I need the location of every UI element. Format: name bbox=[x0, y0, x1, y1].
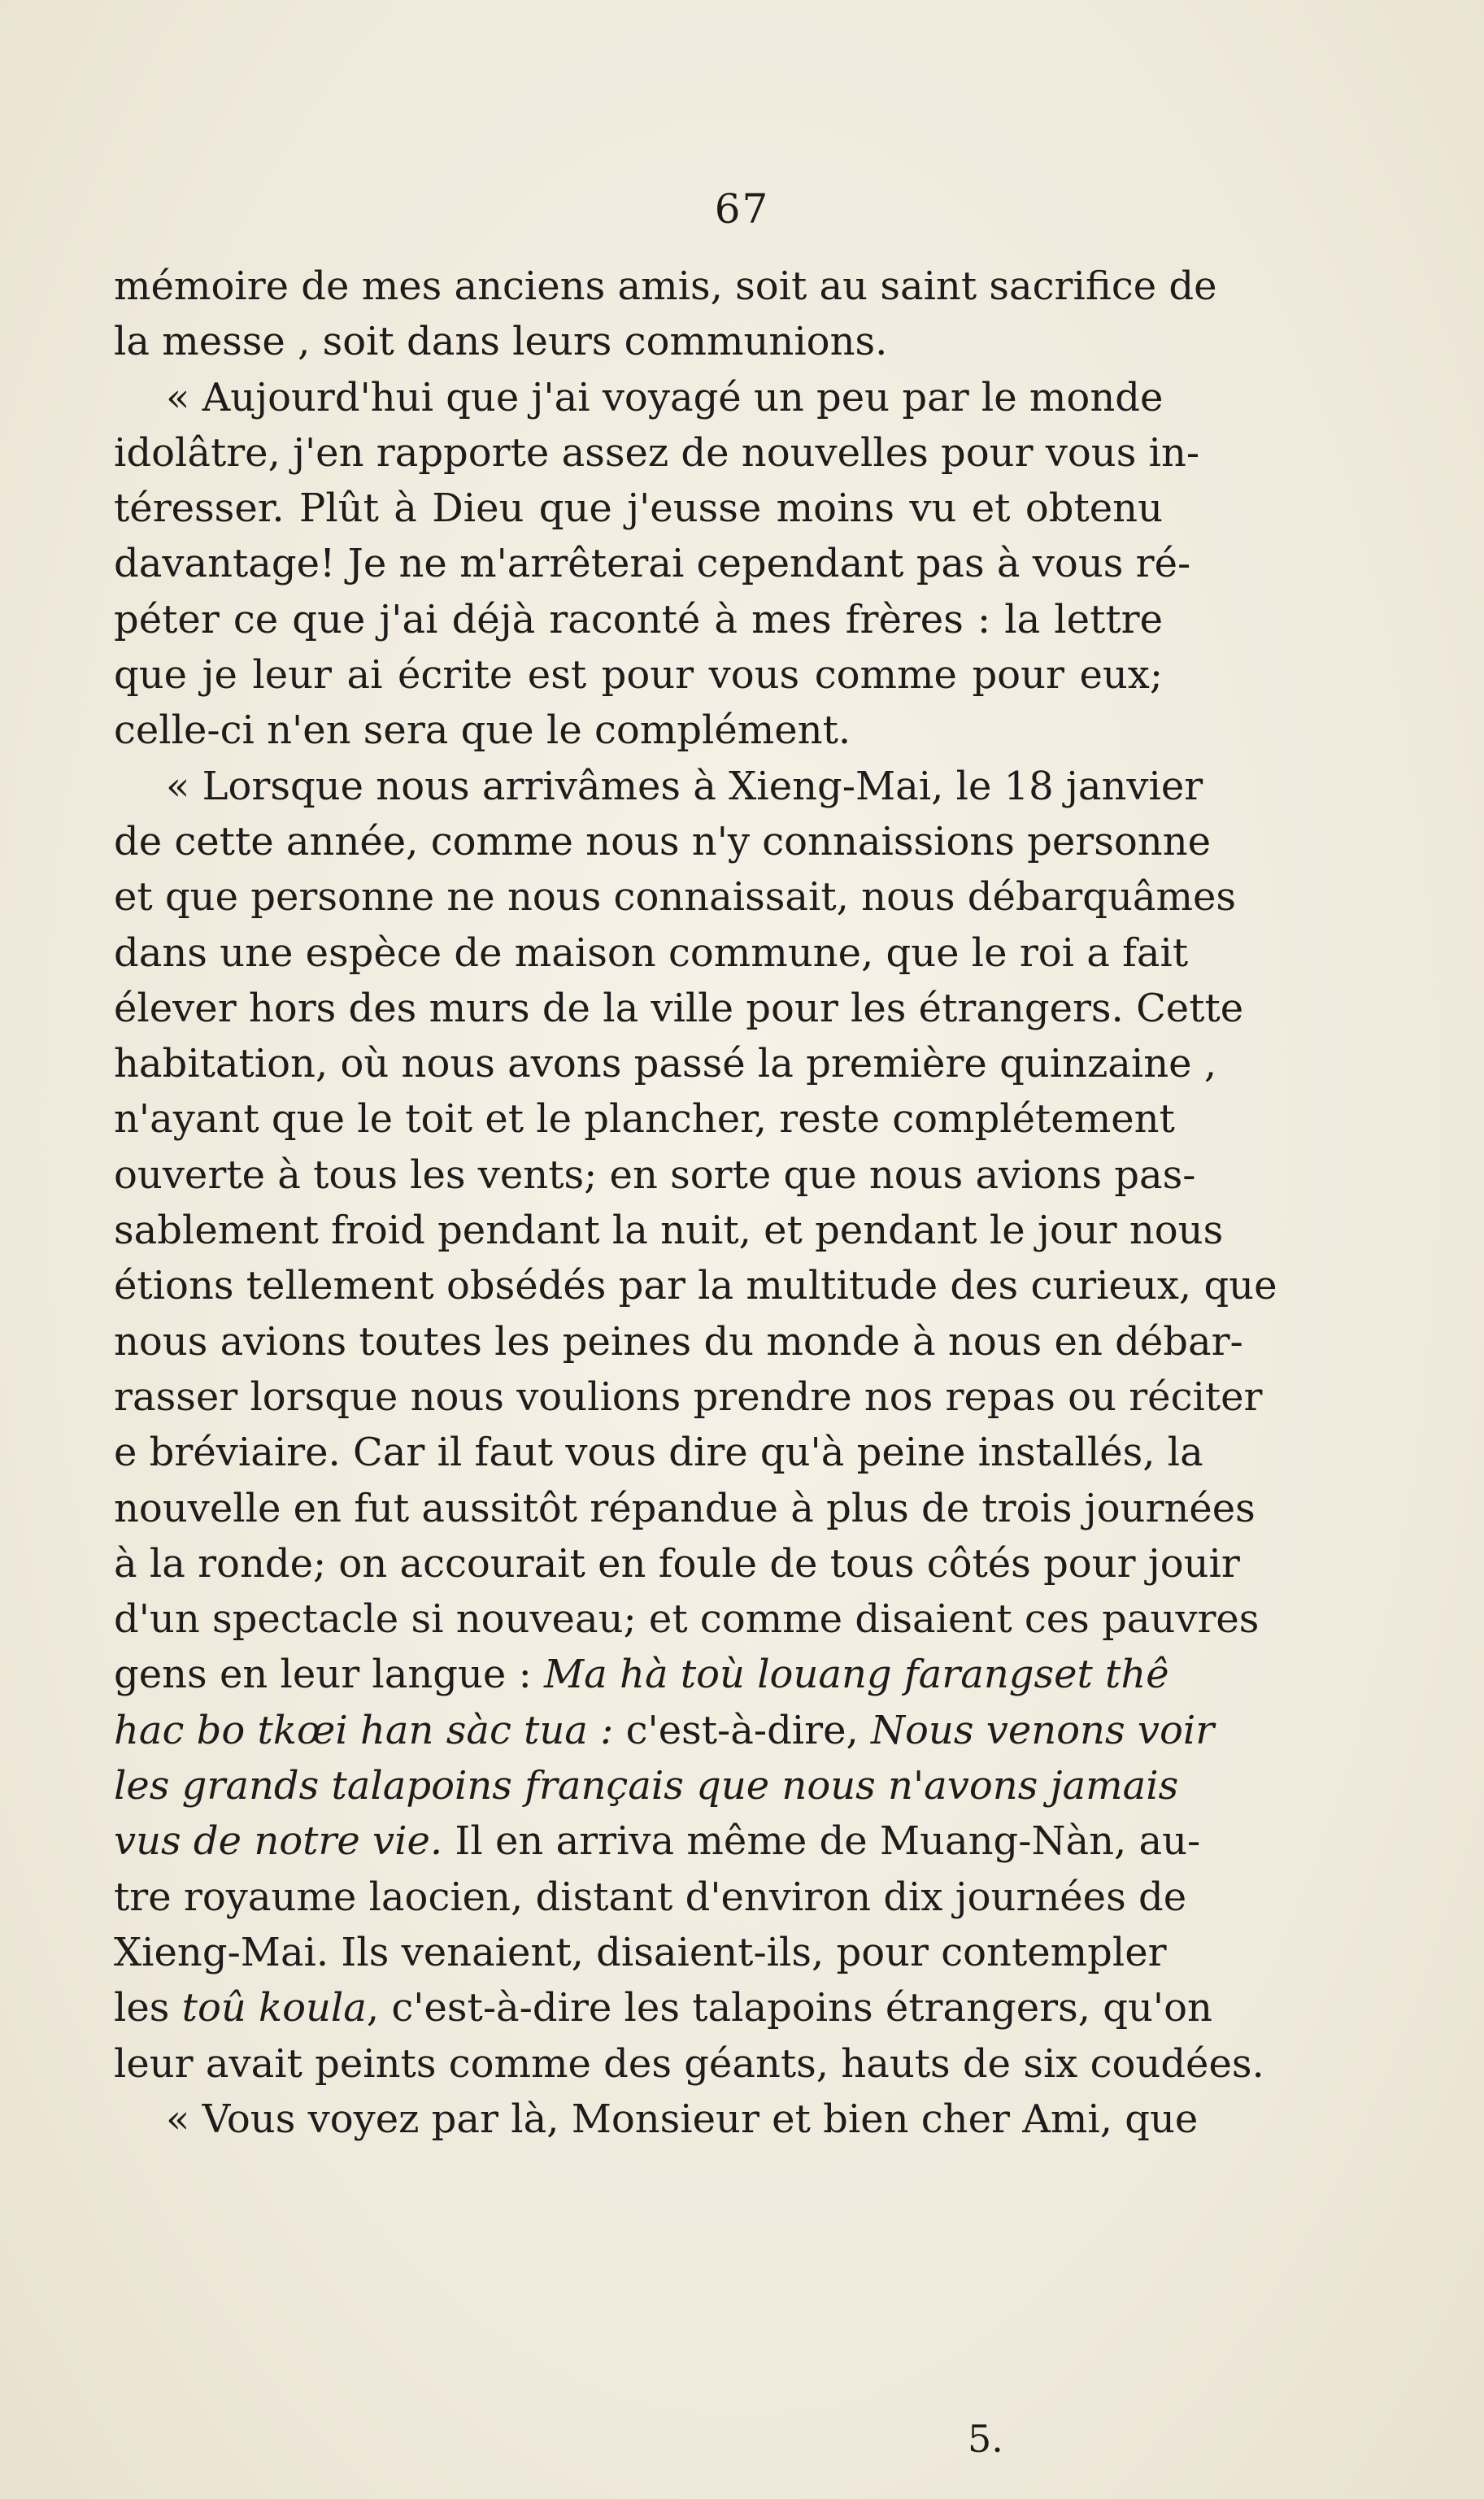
italic-segment: hac bo tkœi han sàc tua : bbox=[114, 1707, 626, 1753]
text-line: tre royaume laocien, distant d'environ dix journées de bbox=[114, 1874, 1187, 1920]
text-line bbox=[114, 1703, 1215, 1758]
text-segment: gens en leur langue : bbox=[114, 1652, 545, 1698]
text-line: de cette année, comme nous n'y connaissions personne bbox=[114, 818, 1212, 864]
text-line bbox=[114, 1980, 1212, 2035]
text-segment: c'est-à-dire, bbox=[625, 1707, 872, 1753]
text-line: et que personne ne nous connaissait, nous débarquâmes bbox=[114, 874, 1237, 921]
text-line: dans une espèce de maison commune, que le roi a fait bbox=[114, 930, 1189, 976]
text-line: rasser lorsque nous voulions prendre nos repas ou réciter bbox=[114, 1374, 1263, 1420]
text-line: d'un spectacle si nouveau; et comme disaient ces pauvres bbox=[114, 1596, 1260, 1643]
italic-segment: les grands talapoins français que nous n'avons jamais bbox=[114, 1763, 1179, 1809]
text-line: sablement froid pendant la nuit, et pendant le jour nous bbox=[114, 1208, 1224, 1254]
italic-segment: vus de notre vie. bbox=[114, 1818, 443, 1865]
text-segment: les bbox=[114, 1985, 182, 2031]
text-line bbox=[114, 1647, 1169, 1702]
text-line: nouvelle en fut aussitôt répandue à plus de trois journées bbox=[114, 1485, 1256, 1531]
text-segment: Il en arriva même de Muang-Nàn, au- bbox=[442, 1818, 1201, 1865]
page-number: 67 bbox=[714, 185, 770, 233]
text-line bbox=[114, 1758, 1179, 1813]
text-line: Xieng-Mai. Ils venaient, disaient-ils, pour contempler bbox=[114, 1929, 1167, 1975]
text-line: que je leur ai écrite est pour vous comme pour eux; bbox=[114, 652, 1163, 699]
text-line bbox=[114, 1813, 1201, 1869]
page-body bbox=[114, 259, 1277, 2147]
signature-mark: 5. bbox=[968, 2417, 1003, 2461]
text-line: « Aujourd'hui que j'ai voyagé un peu par le monde bbox=[166, 374, 1164, 420]
text-line: e bréviaire. Car il faut vous dire qu'à peine installés, la bbox=[114, 1430, 1203, 1476]
text-line: habitation, où nous avons passé la première quinzaine , bbox=[114, 1041, 1217, 1087]
text-segment: , c'est-à-dire les talapoins étrangers, qu'on bbox=[366, 1985, 1212, 2031]
italic-segment: Ma hà toù louang farangset thê bbox=[544, 1652, 1169, 1698]
text-line: la messe , soit dans leurs communions. bbox=[114, 319, 888, 365]
text-line: élever hors des murs de la ville pour les étrangers. Cette bbox=[114, 985, 1244, 1031]
text-line: n'ayant que le toit et le plancher, reste complétement bbox=[114, 1096, 1175, 1143]
text-line: à la ronde; on accourait en foule de tous côtés pour jouir bbox=[114, 1540, 1240, 1587]
text-line: téresser. Plût à Dieu que j'eusse moins vu et obtenu bbox=[114, 485, 1163, 532]
text-line: mémoire de mes anciens amis, soit au saint sacrifice de bbox=[114, 263, 1217, 309]
text-line: celle-ci n'en sera que le complément. bbox=[114, 707, 851, 754]
text-line: nous avions toutes les peines du monde à nous en débar- bbox=[114, 1318, 1243, 1365]
italic-segment: toû koula bbox=[181, 1985, 367, 2031]
text-line: étions tellement obsédés par la multitude des curieux, que bbox=[114, 1263, 1277, 1309]
text-line: ouverte à tous les vents; en sorte que nous avions pas- bbox=[114, 1152, 1196, 1198]
text-line: « Vous voyez par là, Monsieur et bien cher Ami, que bbox=[166, 2096, 1199, 2142]
text-line: leur avait peints comme des géants, hauts de six coudées. bbox=[114, 2040, 1264, 2087]
italic-segment: Nous venons voir bbox=[871, 1707, 1215, 1753]
text-line: idolâtre, j'en rapporte assez de nouvelles pour vous in- bbox=[114, 429, 1200, 476]
text-line: péter ce que j'ai déjà raconté à mes frères : la lettre bbox=[114, 596, 1163, 642]
text-line: « Lorsque nous arrivâmes à Xieng-Mai, le 18 janvier bbox=[166, 763, 1203, 809]
text-line: davantage! Je ne m'arrêterai cependant pas à vous ré- bbox=[114, 541, 1191, 587]
